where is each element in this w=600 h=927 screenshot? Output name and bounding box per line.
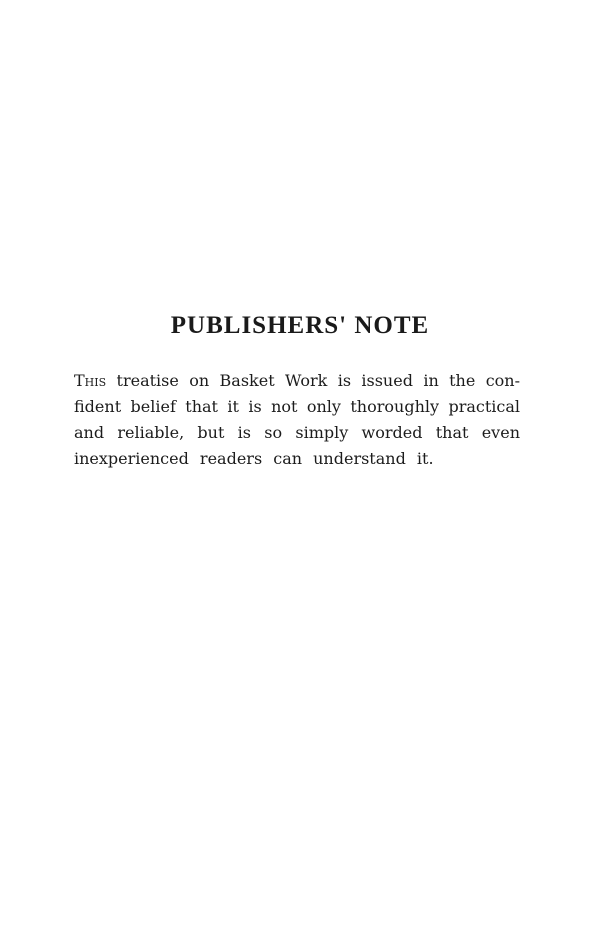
paragraph-line-3: and reliable, but is so simply worded that even [74, 423, 520, 442]
paragraph-line-1-text: treatise on Basket Work is issued in the con- [106, 371, 520, 390]
page-title: PUBLISHERS' NOTE [170, 312, 430, 339]
paragraph-line-2: fident belief that it is not only thoroughly practical [74, 397, 520, 416]
lead-word: This [74, 371, 107, 390]
paragraph-line-1 [74, 368, 520, 394]
publishers-note-paragraph [74, 368, 520, 472]
paragraph-line-4: inexperienced readers can understand it. [74, 449, 434, 468]
